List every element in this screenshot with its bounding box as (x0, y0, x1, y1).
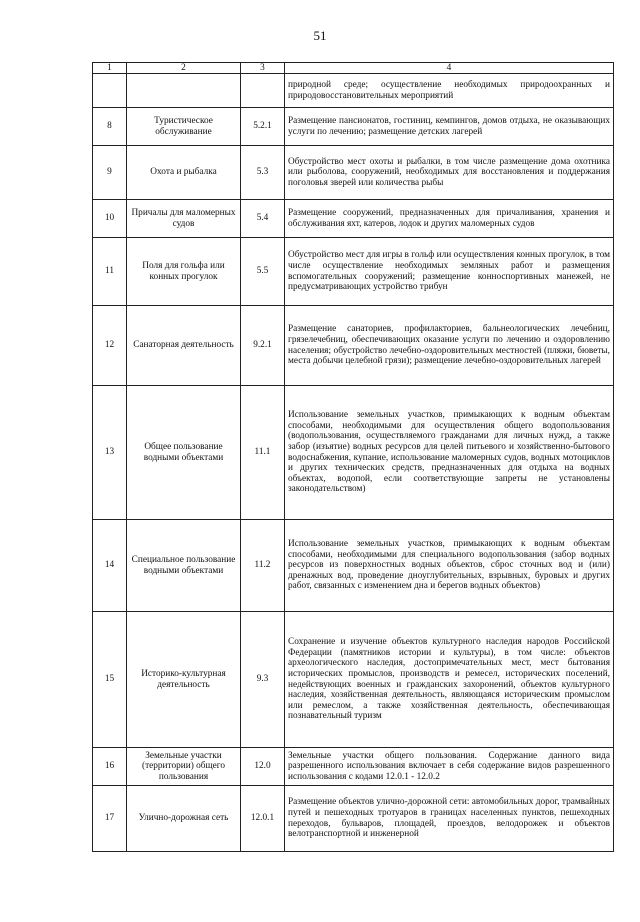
col-header-description: 4 (285, 63, 614, 74)
cell-code: 9.2.1 (241, 306, 285, 386)
cell-description: природной среде; осуществление необходимых природоохранных и природовосстановительных мероприятий (285, 74, 614, 108)
cell-name (127, 74, 241, 108)
cell-description: Использование земельных участков, примыкающих к водным объектам способами, необходимыми для осуществления общего водопользования (водопользования, осуществляемого гражданами для личных нужд, а также забор (изъятие) водных ресурсов для целей питьевого и хозяйственно-бытового водоснабжения, купание, использование маломерных судов, водных мотоциклов и других технических средств, предназначенных для отдыха на водных объектах, водопой, если соответствующие запреты не установлены законодательством) (285, 386, 614, 520)
cell-number: 10 (93, 200, 127, 238)
cell-description: Размещение объектов улично-дорожной сети: автомобильных дорог, трамвайных путей и пешеходных тротуаров в границах населенных пунктов, пешеходных переходов, бульваров, площадей, проездов, велодорожек и объектов велотранспортной и инженерной (285, 786, 614, 852)
table-row (93, 108, 614, 146)
cell-number: 14 (93, 520, 127, 612)
cell-description: Размещение сооружений, предназначенных для причаливания, хранения и обслуживания яхт, катеров, лодок и других маломерных судов (285, 200, 614, 238)
cell-code: 5.4 (241, 200, 285, 238)
table-row (93, 238, 614, 306)
cell-number: 13 (93, 386, 127, 520)
cell-description: Размещение пансионатов, гостиниц, кемпингов, домов отдыха, не оказывающих услуги по лечению; размещение детских лагерей (285, 108, 614, 146)
table-header-row (93, 63, 614, 74)
cell-code (241, 74, 285, 108)
cell-name: Поля для гольфа или конных прогулок (127, 238, 241, 306)
cell-name: Историко-культурная деятельность (127, 612, 241, 748)
cell-code: 11.2 (241, 520, 285, 612)
table-row (93, 748, 614, 786)
cell-description: Размещение санаториев, профилакториев, бальнеологических лечебниц, грязелечебниц, обеспечивающих оказание услуги по лечению и оздоровлению населения; обустройство лечебно-оздоровительных местностей (пляжи, бюветы, места добычи целебной грязи); размещение лечебно-оздоровительных лагерей (285, 306, 614, 386)
table-row (93, 612, 614, 748)
cell-code: 9.3 (241, 612, 285, 748)
cell-code: 5.3 (241, 146, 285, 200)
table-row (93, 146, 614, 200)
cell-description: Обустройство мест для игры в гольф или осуществления конных прогулок, в том числе осуществление необходимых земляных работ и размещения вспомогательных сооружений; размещение конноспортивных манежей, не предусматривающих устройство трибун (285, 238, 614, 306)
table-row (93, 200, 614, 238)
cell-name: Санаторная деятельность (127, 306, 241, 386)
col-header-code: 3 (241, 63, 285, 74)
cell-description: Использование земельных участков, примыкающих к водным объектам способами, необходимыми для специального водопользования (забор водных ресурсов из поверхностных водных объектов, сброс сточных вод и (или) дренажных вод, проведение дноуглубительных, взрывных, буровых и других работ, связанных с изменением дна и берегов водных объектов) (285, 520, 614, 612)
cell-number: 17 (93, 786, 127, 852)
cell-name: Причалы для маломерных судов (127, 200, 241, 238)
cell-number (93, 74, 127, 108)
cell-description: Обустройство мест охоты и рыбалки, в том числе размещение дома охотника или рыболова, сооружений, необходимых для восстановления и поддержания поголовья зверей или количества рыбы (285, 146, 614, 200)
cell-code: 5.2.1 (241, 108, 285, 146)
cell-number: 15 (93, 612, 127, 748)
land-use-table (92, 62, 614, 852)
cell-name: Туристическое обслуживание (127, 108, 241, 146)
cell-number: 8 (93, 108, 127, 146)
cell-name: Общее пользование водными объектами (127, 386, 241, 520)
cell-code: 5.5 (241, 238, 285, 306)
cell-code: 12.0.1 (241, 786, 285, 852)
continuation-row (93, 74, 614, 108)
table-row (93, 520, 614, 612)
cell-name: Улично-дорожная сеть (127, 786, 241, 852)
cell-number: 9 (93, 146, 127, 200)
cell-number: 16 (93, 748, 127, 786)
cell-name: Земельные участки (территории) общего пользования (127, 748, 241, 786)
cell-description: Сохранение и изучение объектов культурного наследия народов Российской Федерации (памятников истории и культуры), в том числе: объектов археологического наследия, достопримечательных мест, мест бытования исторических промыслов, производств и ремесел, исторических поселений, недействующих военных и гражданских захоронений, объектов культурного наследия, хозяйственная деятельность, являющаяся историческим промыслом или ремеслом, а также хозяйственная деятельность, обеспечивающая познавательный туризм (285, 612, 614, 748)
col-header-name: 2 (127, 63, 241, 74)
col-header-number: 1 (93, 63, 127, 74)
cell-number: 12 (93, 306, 127, 386)
cell-code: 11.1 (241, 386, 285, 520)
page-number: 51 (313, 28, 327, 43)
table-row (93, 386, 614, 520)
table-row (93, 306, 614, 386)
cell-number: 11 (93, 238, 127, 306)
cell-code: 12.0 (241, 748, 285, 786)
cell-name: Охота и рыбалка (127, 146, 241, 200)
cell-description: Земельные участки общего пользования. Содержание данного вида разрешенного использования включает в себя содержание видов разрешенного использования с кодами 12.0.1 - 12.0.2 (285, 748, 614, 786)
cell-name: Специальное пользование водными объектами (127, 520, 241, 612)
table-row (93, 786, 614, 852)
